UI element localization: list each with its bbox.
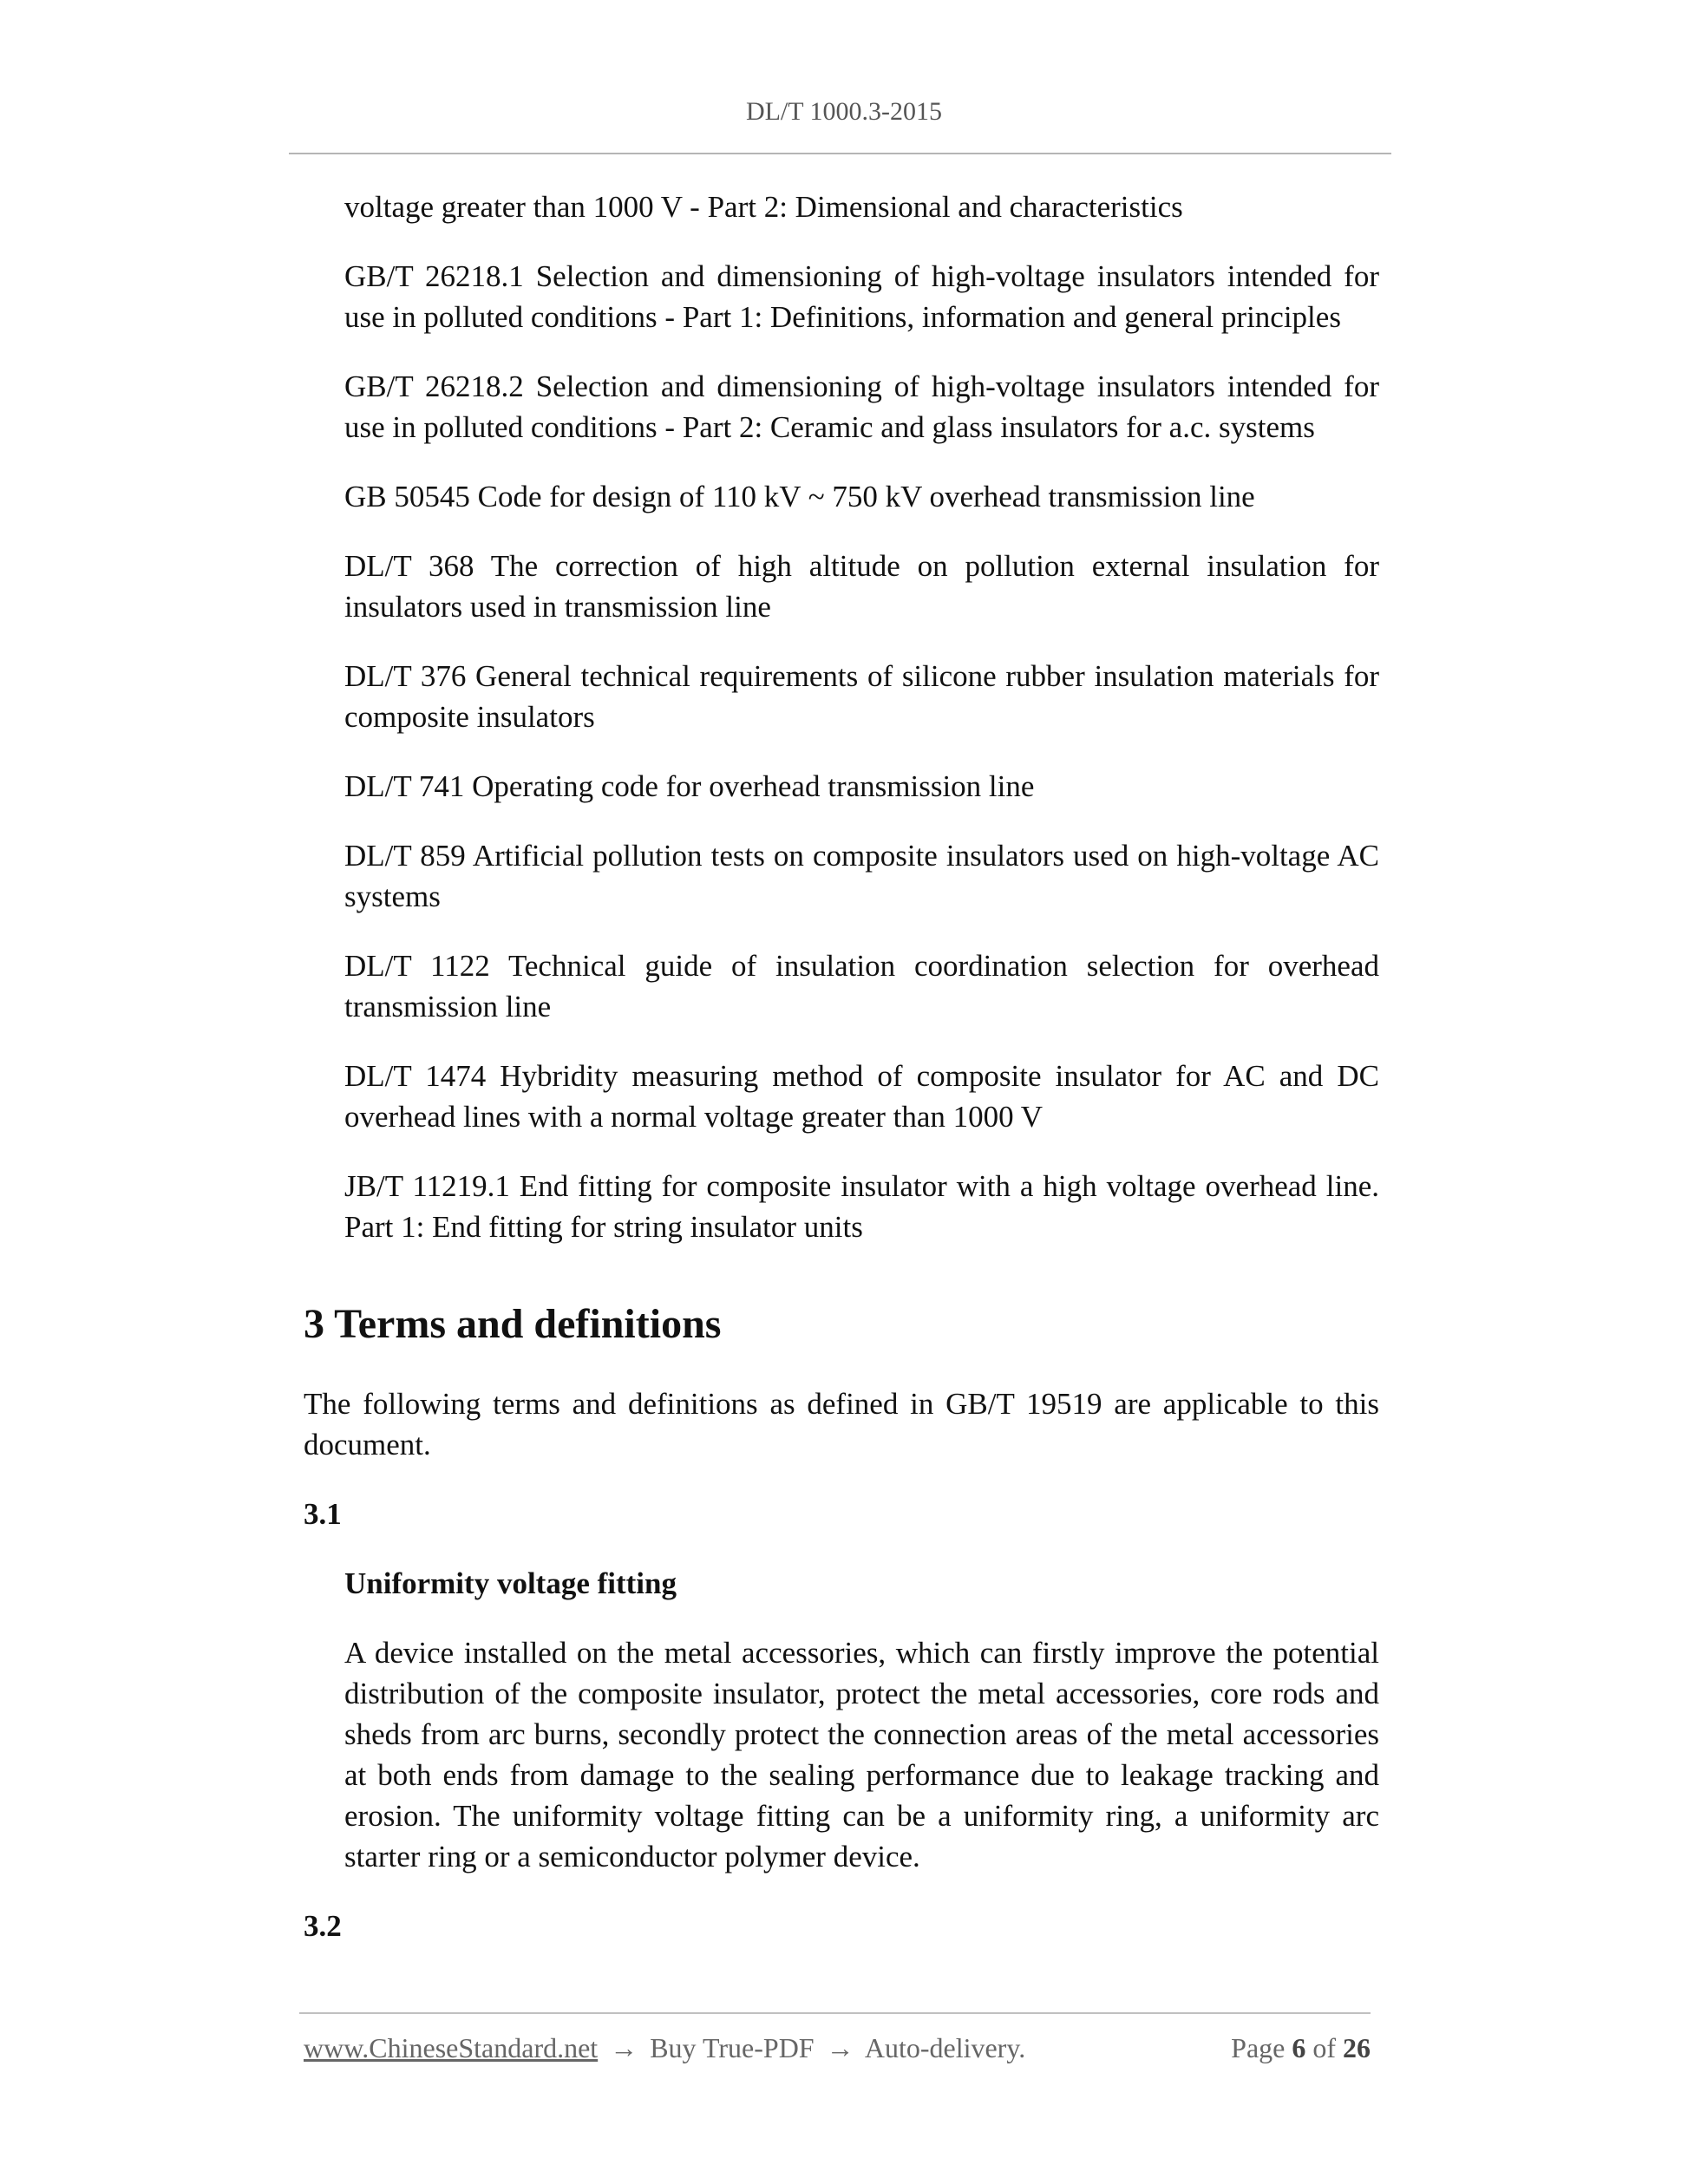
reference-item: DL/T 1122 Technical guide of insulation coordination selection for overhead transmission line bbox=[344, 949, 1379, 1023]
reference-item: JB/T 11219.1 End fitting for composite insulator with a high voltage overhead line. Part 1: End fitting for string insulator units bbox=[344, 1169, 1379, 1244]
reference-item: GB 50545 Code for design of 110 kV ~ 750 kV overhead transmission line bbox=[344, 480, 1255, 513]
header-divider bbox=[289, 153, 1391, 154]
section-intro: The following terms and definitions as defined in GB/T 19519 are applicable to this document. bbox=[304, 1387, 1379, 1461]
delivery-text: Auto-delivery. bbox=[864, 2032, 1026, 2063]
clause-number: 3.2 bbox=[304, 1909, 342, 1943]
reference-item: DL/T 376 General technical requirements of silicone rubber insulation materials for composite insulators bbox=[344, 659, 1379, 734]
buy-text: Buy True-PDF bbox=[650, 2032, 815, 2063]
footer-purchase-line bbox=[304, 2032, 1025, 2064]
reference-item: DL/T 741 Operating code for overhead transmission line bbox=[344, 769, 1035, 803]
reference-item: GB/T 26218.1 Selection and dimensioning of high-voltage insulators intended for use in polluted conditions - Part 1: Definitions, information and general principles bbox=[344, 259, 1379, 334]
reference-item: DL/T 368 The correction of high altitude on pollution external insulation for insulators used in transmission line bbox=[344, 549, 1379, 624]
page-label: Page bbox=[1231, 2032, 1286, 2063]
section-heading: 3 Terms and definitions bbox=[304, 1301, 722, 1347]
site-link[interactable]: www.ChineseStandard.net bbox=[304, 2032, 599, 2063]
footer-divider bbox=[299, 2012, 1371, 2014]
document-header-title: DL/T 1000.3-2015 bbox=[745, 97, 943, 126]
arrow-right-icon: → bbox=[610, 2032, 638, 2063]
term-title: Uniformity voltage fitting bbox=[344, 1566, 677, 1600]
reference-item: DL/T 859 Artificial pollution tests on composite insulators used on high-voltage AC systems bbox=[344, 839, 1379, 913]
reference-item: GB/T 26218.2 Selection and dimensioning of high-voltage insulators intended for use in polluted conditions - Part 2: Ceramic and glass insulators for a.c. systems bbox=[344, 369, 1379, 444]
reference-item: voltage greater than 1000 V - Part 2: Dimensional and characteristics bbox=[344, 190, 1183, 224]
page-content bbox=[304, 186, 1379, 1975]
page-footer bbox=[304, 2032, 1371, 2067]
clause-number: 3.1 bbox=[304, 1497, 342, 1531]
of-label: of bbox=[1312, 2032, 1336, 2063]
arrow-right-icon: → bbox=[826, 2032, 854, 2063]
reference-item: DL/T 1474 Hybridity measuring method of composite insulator for AC and DC overhead lines with a normal voltage greater than 1000 V bbox=[344, 1059, 1379, 1134]
term-definition: A device installed on the metal accessories, which can firstly improve the potential distribution of the composite insulator, protect the metal accessories, core rods and sheds from arc burns, secondly protect the connection areas of the metal accessories at both ends from damage to the sealing performance due to leakage tracking and erosion. The uniformity voltage fitting can be a uniformity ring, a uniformity arc starter ring or a semiconductor polymer device. bbox=[344, 1636, 1379, 1873]
page-number bbox=[1231, 2032, 1371, 2064]
page-total: 26 bbox=[1343, 2032, 1371, 2063]
page-current: 6 bbox=[1292, 2032, 1306, 2063]
